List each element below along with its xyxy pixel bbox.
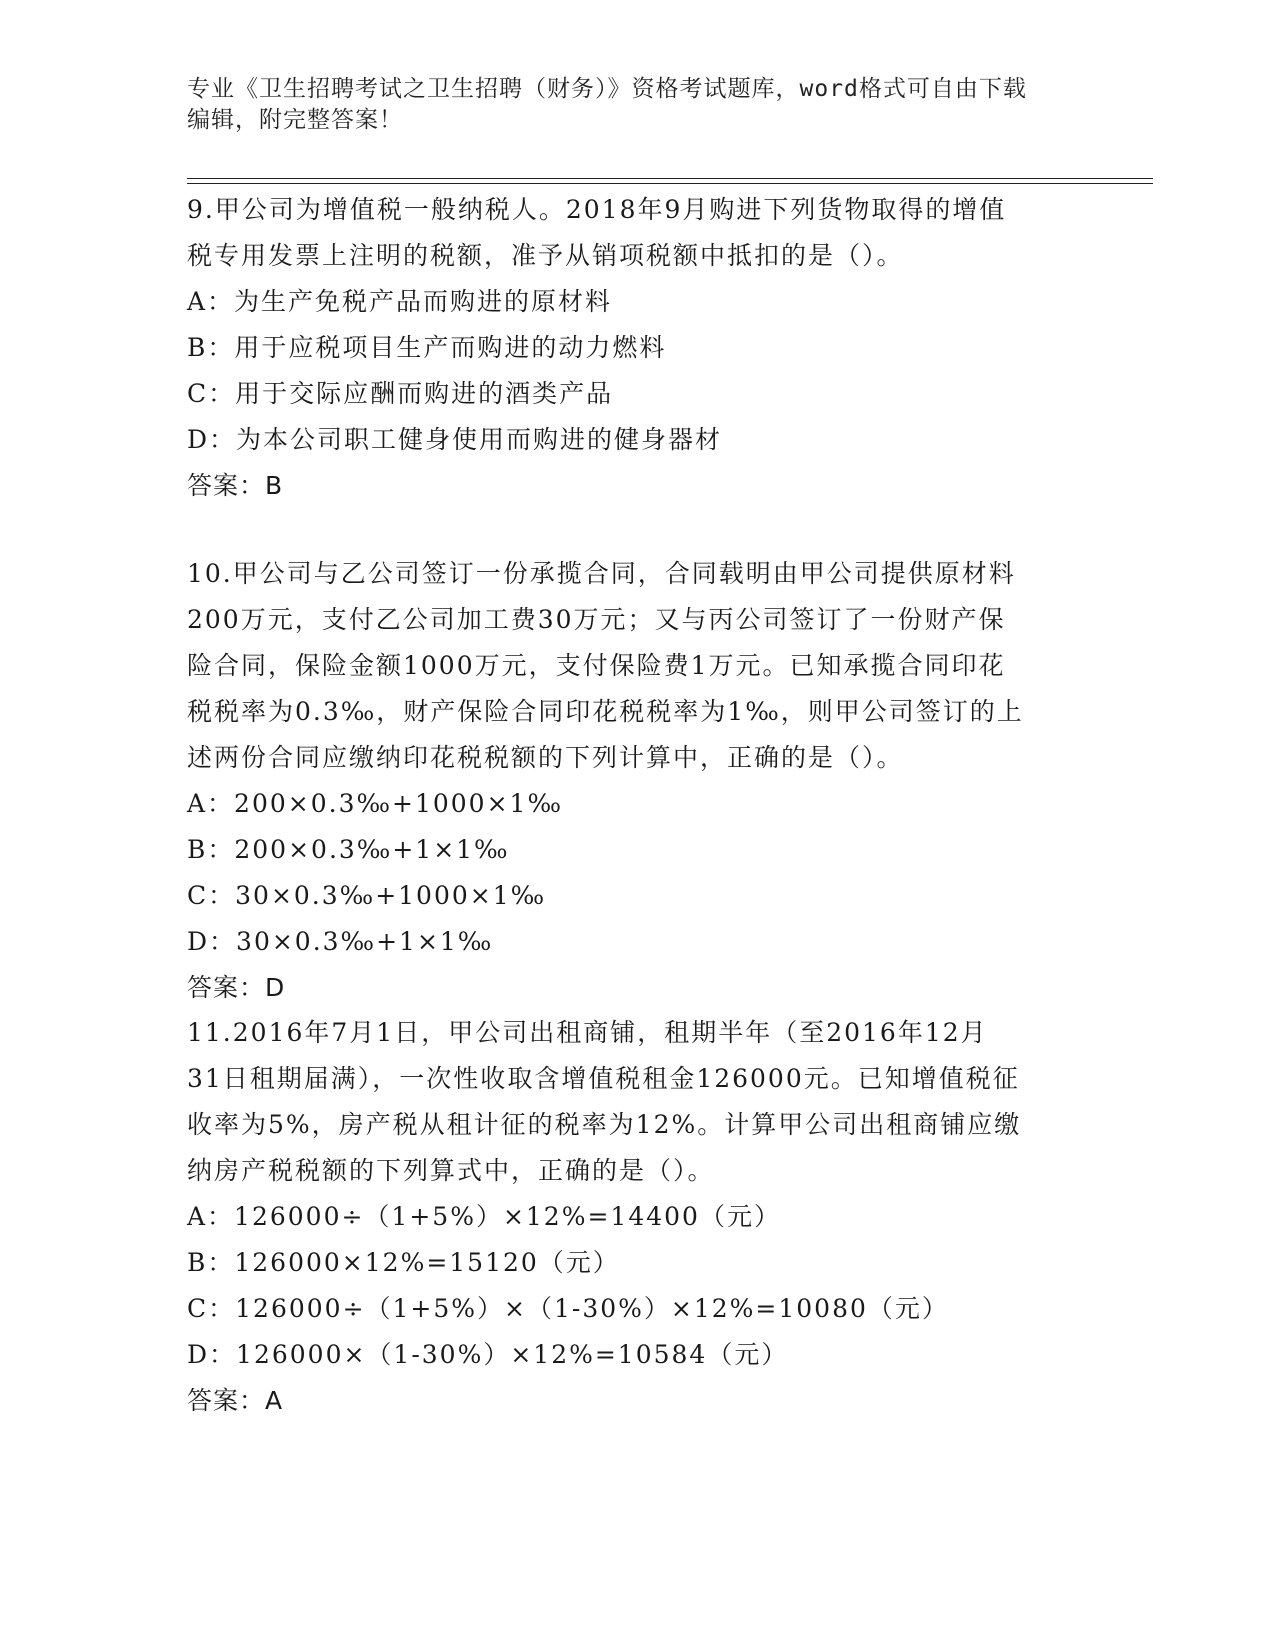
question-9 — [187, 187, 1087, 509]
option-d: D：30×0.3‰+1×1‰ — [187, 927, 494, 956]
question-stem-line: 险合同，保险金额1000万元，支付保险费1万元。已知承揽合同印花 — [187, 651, 1006, 680]
option-b: B：200×0.3‰+1×1‰ — [187, 835, 510, 864]
question-stem-line: 11.2016年7月1日，甲公司出租商铺，租期半年（至2016年12月 — [187, 1018, 988, 1047]
question-stem-line: 税专用发票上注明的税额，准予从销项税额中抵扣的是（）。 — [187, 241, 904, 270]
header-line-1: 专业《卫生招聘考试之卫生招聘（财务）》资格考试题库，word格式可自由下载 — [187, 76, 1027, 102]
question-stem-line: 纳房产税税额的下列算式中，正确的是（）。 — [187, 1156, 715, 1185]
option-c: C：30×0.3‰+1000×1‰ — [187, 881, 547, 910]
answer-label: 答案：A — [187, 1386, 284, 1415]
option-a: A：126000÷（1+5%）×12%=14400（元） — [187, 1202, 781, 1231]
question-stem-line: 述两份合同应缴纳印花税税额的下列计算中，正确的是（）。 — [187, 743, 904, 772]
option-a: A：200×0.3‰+1000×1‰ — [187, 789, 563, 818]
header-line-2: 编辑，附完整答案！ — [187, 107, 403, 133]
question-stem-line: 31日租期届满），一次性收取含增值税租金126000元。已知增值税征 — [187, 1064, 1020, 1093]
answer-label: 答案：B — [187, 471, 284, 500]
header-divider-bottom — [187, 183, 1153, 184]
option-d: D：为本公司职工健身使用而购进的健身器材 — [187, 425, 723, 454]
answer-label: 答案：D — [187, 973, 286, 1002]
option-d: D：126000×（1-30%）×12%=10584（元） — [187, 1340, 789, 1369]
header-divider-top — [187, 178, 1153, 179]
question-stem-line: 收率为5%，房产税从租计征的税率为12%。计算甲公司出租商铺应缴 — [187, 1110, 1022, 1139]
question-stem-line: 200万元，支付乙公司加工费30万元；又与丙公司签订了一份财产保 — [187, 605, 1006, 634]
option-a: A：为生产免税产品而购进的原材料 — [187, 287, 613, 316]
question-11 — [187, 1010, 1087, 1424]
question-stem-line: 税税率为0.3‰，财产保险合同印花税税率为1‰，则甲公司签订的上 — [187, 697, 1024, 726]
question-stem-line: 9.甲公司为增值税一般纳税人。2018年9月购进下列货物取得的增值 — [187, 195, 1007, 224]
option-c: C：126000÷（1+5%）×（1-30%）×12%=10080（元） — [187, 1294, 949, 1323]
option-b: B：126000×12%=15120（元） — [187, 1248, 620, 1277]
option-b: B：用于应税项目生产而购进的动力燃料 — [187, 333, 667, 362]
question-stem-line: 10.甲公司与乙公司签订一份承揽合同，合同载明由甲公司提供原材料 — [187, 559, 1016, 588]
question-10 — [187, 551, 1087, 1011]
document-header — [187, 74, 1087, 136]
option-c: C：用于交际应酬而购进的酒类产品 — [187, 379, 614, 408]
